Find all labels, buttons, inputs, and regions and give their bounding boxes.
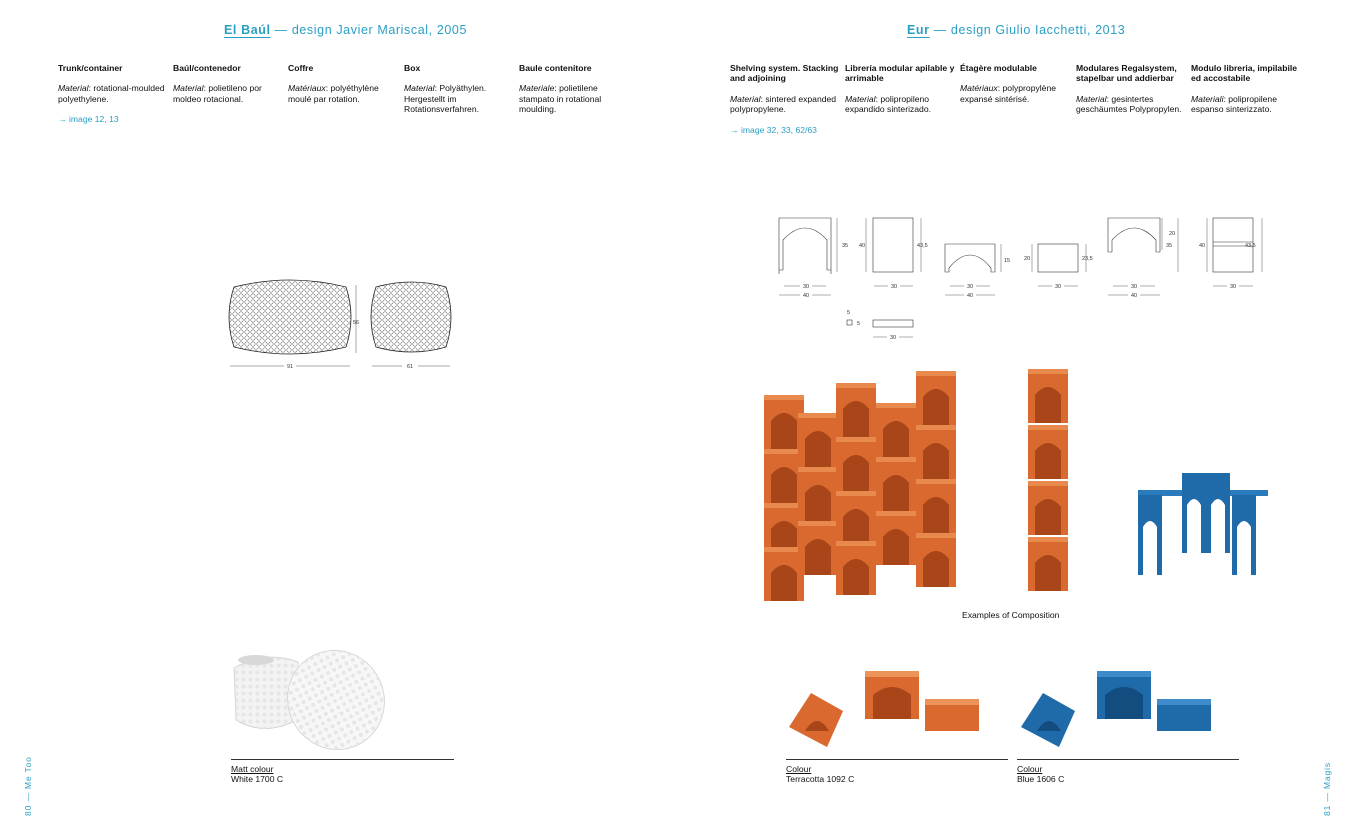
left-title-rest: — design Javier Mariscal, 2005	[270, 23, 468, 37]
eur-technical-drawings	[770, 210, 1280, 350]
dim-width-label: 91	[286, 364, 294, 370]
terracotta-caption-rule	[786, 759, 1008, 760]
eur-composition-image	[760, 365, 1275, 605]
left-page-title	[224, 23, 467, 37]
dim-height-label: 56	[352, 320, 360, 326]
caption-label: Colour	[1017, 764, 1043, 774]
module-tall-arch	[779, 218, 831, 270]
dim-label: 40	[1199, 243, 1206, 249]
caption-value: Terracotta 1092 C	[786, 774, 855, 785]
column-heading: Box	[404, 63, 421, 73]
blue-caption-rule	[1017, 759, 1239, 760]
dim-label: 40	[859, 243, 866, 249]
column-heading: Coffre	[288, 63, 314, 73]
dim-label: 30	[1054, 284, 1062, 290]
right-image-link[interactable]: → image 32, 33, 62/63	[730, 124, 817, 135]
right-column-it: Modulo libreria, impilabile ed accostabile Materiali: polipropilene espanso sinterizzato.	[1191, 63, 1303, 115]
left-caption-rule	[231, 759, 454, 760]
column-heading: Shelving system. Stacking and adjoining	[730, 63, 839, 84]
left-column-es: Baúl/contenedor Material: polietileno por moldeo rotacional.	[173, 63, 285, 104]
dim-label: 5	[847, 310, 851, 316]
terracotta-modules-image	[785, 665, 985, 755]
terracotta-shelf-column	[1028, 369, 1068, 591]
column-heading: Baúl/contenedor	[173, 63, 241, 73]
dim-label: 40	[966, 293, 974, 299]
terracotta-shelf-wall	[764, 371, 956, 601]
dim-label: 5	[857, 321, 861, 327]
column-heading: Librería modular apilable y arrimable	[845, 63, 955, 84]
baul-side-view	[371, 282, 451, 352]
el-baul-drawing	[220, 275, 470, 375]
caption-value: White 1700 C	[231, 774, 284, 785]
column-heading: Modulo libreria, impilabile ed accostabile	[1191, 63, 1298, 84]
shelf-piece-section	[847, 320, 852, 325]
left-image-link[interactable]: → image 12, 13	[58, 114, 119, 125]
left-caption	[231, 764, 283, 785]
right-page-title	[907, 23, 1125, 37]
dim-label: 35	[1166, 243, 1173, 249]
dim-label: 43,5	[1245, 243, 1256, 249]
right-column-fr: Étagère modulable Matériaux: polypropylène expansé sintérisé.	[960, 63, 1072, 104]
column-heading: Baule contenitore	[519, 63, 592, 73]
dim-label: 30	[1130, 284, 1138, 290]
blue-caption	[1017, 764, 1064, 785]
module-tall-box	[873, 218, 913, 272]
blue-shelf-arrangement	[1138, 473, 1268, 575]
right-folio: 81 — Magis	[1322, 762, 1332, 816]
dim-label: 43,5	[917, 243, 928, 249]
dim-depth-label: 61	[406, 364, 414, 370]
left-column-en: Trunk/container Material: rotational-moulded polyethylene. → image 12, 13	[58, 63, 170, 125]
dim-label: 20	[1169, 231, 1176, 237]
dim-label: 15	[1004, 258, 1011, 264]
dim-label: 40	[1130, 293, 1138, 299]
right-column-es: Librería modular apilable y arrimable Material: polipropileno expandido sinterizado.	[845, 63, 957, 115]
column-heading: Modulares Regalsystem, stapelbar und addierbar	[1076, 63, 1177, 84]
right-column-en: Shelving system. Stacking and adjoining Material: sintered expanded polypropylene. → image 32, 33, 62/63	[730, 63, 842, 135]
dim-label: 20	[1024, 256, 1031, 262]
module-low-arch	[945, 244, 995, 272]
caption-label: Matt colour	[231, 764, 274, 774]
left-column-fr: Coffre Matériaux: polyéthylène moulé par rotation.	[288, 63, 400, 104]
dim-label: 30	[802, 284, 810, 290]
dim-label: 40	[802, 293, 810, 299]
column-heading: Trunk/container	[58, 63, 123, 73]
caption-value: Blue 1606 C	[1017, 774, 1065, 785]
left-title-name: El Baúl	[224, 23, 271, 37]
terracotta-caption	[786, 764, 854, 785]
dim-label: 30	[889, 335, 897, 341]
baul-front-view	[229, 280, 351, 354]
left-column-it: Baule contenitore Materiale: polietilene stampato in rotational moulding.	[519, 63, 631, 115]
el-baul-product-image	[226, 648, 396, 758]
dim-label: 30	[966, 284, 974, 290]
module-arch-cut	[1108, 218, 1160, 252]
caption-label: Colour	[786, 764, 812, 774]
dim-label: 30	[890, 284, 898, 290]
dim-label: 30	[1229, 284, 1237, 290]
composition-caption: Examples of Composition	[962, 610, 1060, 620]
right-title-name: Eur	[907, 23, 930, 37]
column-heading: Étagère modulable	[960, 63, 1037, 73]
right-column-de: Modulares Regalsystem, stapelbar und addierbar Material: gesintertes geschäumtes Polypropylen.	[1076, 63, 1188, 115]
module-low-box	[1038, 244, 1078, 272]
blue-modules-image	[1017, 665, 1217, 755]
dim-label: 35	[842, 243, 849, 249]
right-title-rest: — design Giulio Iacchetti, 2013	[929, 23, 1126, 37]
dim-label: 23,5	[1082, 256, 1093, 262]
left-folio: 80 — Me Too	[23, 756, 33, 816]
left-column-de: Box Material: Polyäthylen. Hergestellt im Rotationsverfahren.	[404, 63, 516, 115]
shelf-piece	[873, 320, 913, 327]
